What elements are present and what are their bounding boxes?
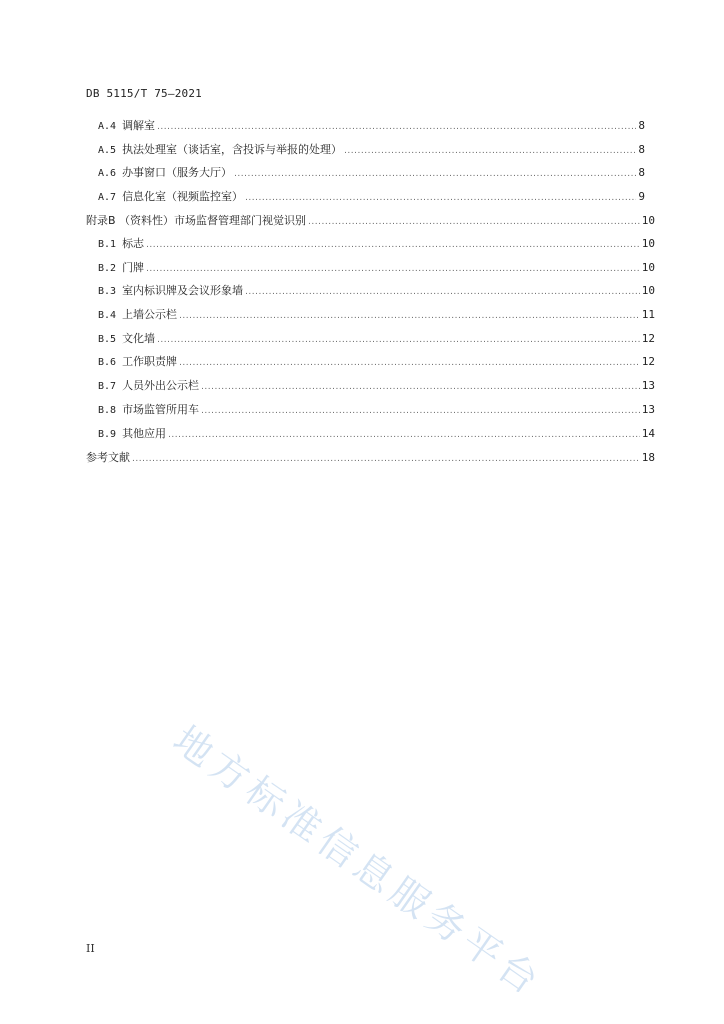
- toc-dot-leader: [179, 356, 640, 370]
- toc-entry-number: A.6: [98, 168, 117, 179]
- toc-entry-page: 10: [641, 284, 655, 297]
- toc-entry-title: 标志: [122, 237, 145, 250]
- toc-dot-leader: [132, 452, 640, 466]
- toc-entry-title: 执法处理室（谈话室，含投诉与举报的处理）: [122, 143, 343, 156]
- watermark-text: 地方标准信息服务平台: [165, 717, 552, 1006]
- toc-dot-leader: [157, 333, 640, 347]
- toc-dot-leader: [157, 120, 636, 134]
- toc-entry-page: 11: [641, 308, 655, 321]
- toc-dot-leader: [308, 215, 640, 229]
- toc-entry-title: 工作职责牌: [122, 355, 178, 368]
- toc-dot-leader: [179, 309, 640, 323]
- toc-dot-leader: [234, 167, 636, 181]
- toc-entry-title: 调解室: [122, 119, 156, 132]
- toc-entry-references[interactable]: [86, 451, 655, 466]
- toc-entry-number: B.2: [98, 263, 117, 274]
- toc-entry-page: 9: [638, 190, 645, 203]
- toc-entry-title: 门牌: [122, 261, 145, 274]
- toc-dot-leader: [146, 238, 640, 252]
- toc-entry-page: 10: [641, 214, 655, 227]
- toc-entry-title: 文化墙: [122, 332, 156, 345]
- toc-entry[interactable]: [98, 261, 655, 276]
- toc-entry[interactable]: [98, 427, 655, 442]
- toc-entry-number: B.1: [98, 239, 117, 250]
- toc-entry-page: 12: [641, 332, 655, 345]
- toc-entry-number: A.4: [98, 121, 117, 132]
- toc-entry[interactable]: [98, 190, 645, 205]
- toc-dot-leader: [168, 428, 640, 442]
- toc-entry-number: B.5: [98, 334, 117, 345]
- toc-entry-number: B.7: [98, 381, 117, 392]
- toc-entry-number: B.3: [98, 286, 117, 297]
- toc-entry[interactable]: [98, 119, 645, 134]
- toc-entry[interactable]: [98, 379, 655, 394]
- toc-entry-title: 信息化室（视频监控室）: [122, 190, 244, 203]
- toc-entry-page: 13: [641, 403, 655, 416]
- toc-entry-title: 市场监管所用车: [122, 403, 200, 416]
- toc-entry-number: A.5: [98, 145, 117, 156]
- page-number: II: [86, 942, 95, 955]
- toc-entry-page: 18: [641, 451, 655, 464]
- toc-entry[interactable]: [98, 403, 655, 418]
- toc-entry-number: B.8: [98, 405, 117, 416]
- toc-entry-title: 室内标识牌及会议形象墙: [122, 284, 244, 297]
- toc-entry[interactable]: [98, 143, 645, 158]
- toc-entry[interactable]: [98, 308, 655, 323]
- toc-dot-leader: [245, 191, 636, 205]
- toc-entry-page: 10: [641, 237, 655, 250]
- toc-dot-leader: [201, 404, 640, 418]
- toc-entry-page: 10: [641, 261, 655, 274]
- toc-entry-page: 8: [638, 119, 645, 132]
- toc-entry-appendix[interactable]: [86, 214, 655, 229]
- toc-entry-title: 人员外出公示栏: [122, 379, 200, 392]
- toc-entry-page: 14: [641, 427, 655, 440]
- toc-entry[interactable]: [98, 355, 655, 370]
- toc-entry-page: 13: [641, 379, 655, 392]
- toc-entry[interactable]: [98, 237, 655, 252]
- toc-entry-title: 办事窗口（服务大厅）: [122, 166, 233, 179]
- toc-entry-number: A.7: [98, 192, 117, 203]
- toc-entry[interactable]: [98, 284, 655, 299]
- document-code: DB 5115/T 75—2021: [86, 87, 202, 100]
- toc-entry[interactable]: [98, 166, 645, 181]
- toc-dot-leader: [344, 144, 636, 158]
- toc-dot-leader: [245, 285, 640, 299]
- toc-dot-leader: [201, 380, 640, 394]
- toc-entry-title: 其他应用: [122, 427, 167, 440]
- toc-entry-title: 上墙公示栏: [122, 308, 178, 321]
- toc-entry-number: B.9: [98, 429, 117, 440]
- toc-entry-page: 8: [638, 166, 645, 179]
- toc-entry-title: 参考文献: [86, 451, 130, 464]
- toc-dot-leader: [146, 262, 640, 276]
- toc-entry-number: B.6: [98, 357, 117, 368]
- toc-entry-page: 12: [641, 355, 655, 368]
- toc-entry[interactable]: [98, 332, 655, 347]
- toc-entry-page: 8: [638, 143, 645, 156]
- toc-entry-title: 附录B （资料性）市场监督管理部门视觉识别: [86, 214, 307, 227]
- toc-entry-number: B.4: [98, 310, 117, 321]
